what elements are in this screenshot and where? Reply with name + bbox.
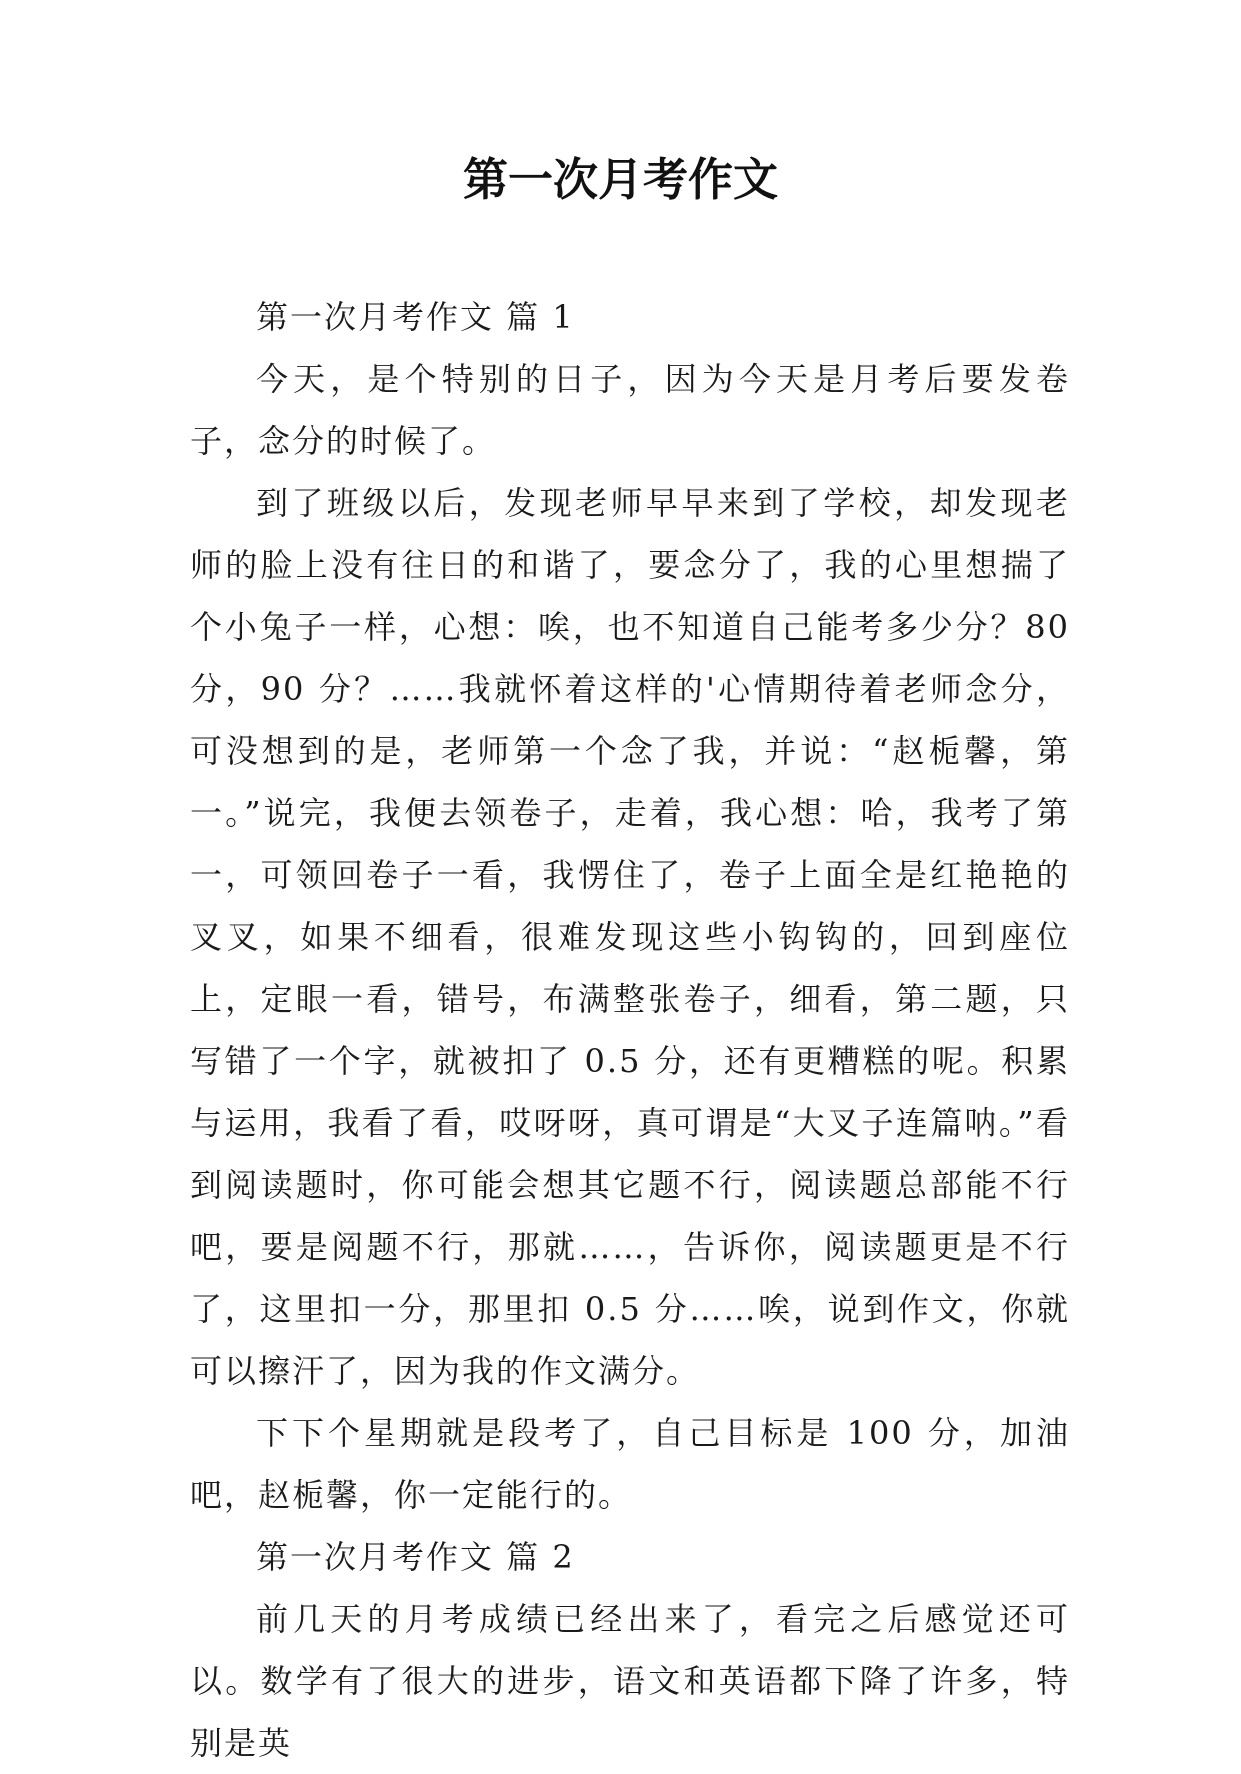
document-title: 第一次月考作文	[462, 153, 778, 206]
section-heading-1: 第一次月考作文 篇 1	[256, 298, 575, 336]
section-heading-2: 第一次月考作文 篇 2	[256, 1538, 575, 1576]
paragraph-1: 今天，是个特别的日子，因为今天是月考后要发卷子，念分的时候了。	[190, 360, 1070, 460]
document-body	[190, 286, 1070, 1774]
paragraph-2: 到了班级以后，发现老师早早来到了学校，却发现老师的脸上没有往日的和谐了，要念分了，我的心里想揣了个小兔子一样，心想：唉，也不知道自己能考多少分？80 分，90 分？……我就怀着这样的'心情期待着老师念分，可没想到的是，老师第一个念了我，并说：“赵栀馨，第一。”说完，我便去领卷子，走着，我心想：哈，我考了第一，可领回卷子一看，我愣住了，卷子上面全是红艳艳的叉叉，如果不细看，很难发现这些小钩钩的，回到座位上，定眼一看，错号，布满整张卷子，细看，第二题，只写错了一个字，就被扣了 0.5 分，还有更糟糕的呢。积累与运用，我看了看，哎呀呀，真可谓是“大叉子连篇呐。”看到阅读题时，你可能会想其它题不行，阅读题总部能不行吧，要是阅题不行，那就……，告诉你，阅读题更是不行了，这里扣一分，那里扣 0.5 分……唉，说到作文，你就可以擦汗了，因为我的作文满分。	[190, 484, 1070, 1390]
paragraph-3: 下下个星期就是段考了，自己目标是 100 分，加油吧，赵栀馨，你一定能行的。	[190, 1414, 1070, 1514]
paragraph-4: 前几天的月考成绩已经出来了，看完之后感觉还可以。数学有了很大的进步，语文和英语都下降了许多，特别是英	[190, 1600, 1070, 1762]
